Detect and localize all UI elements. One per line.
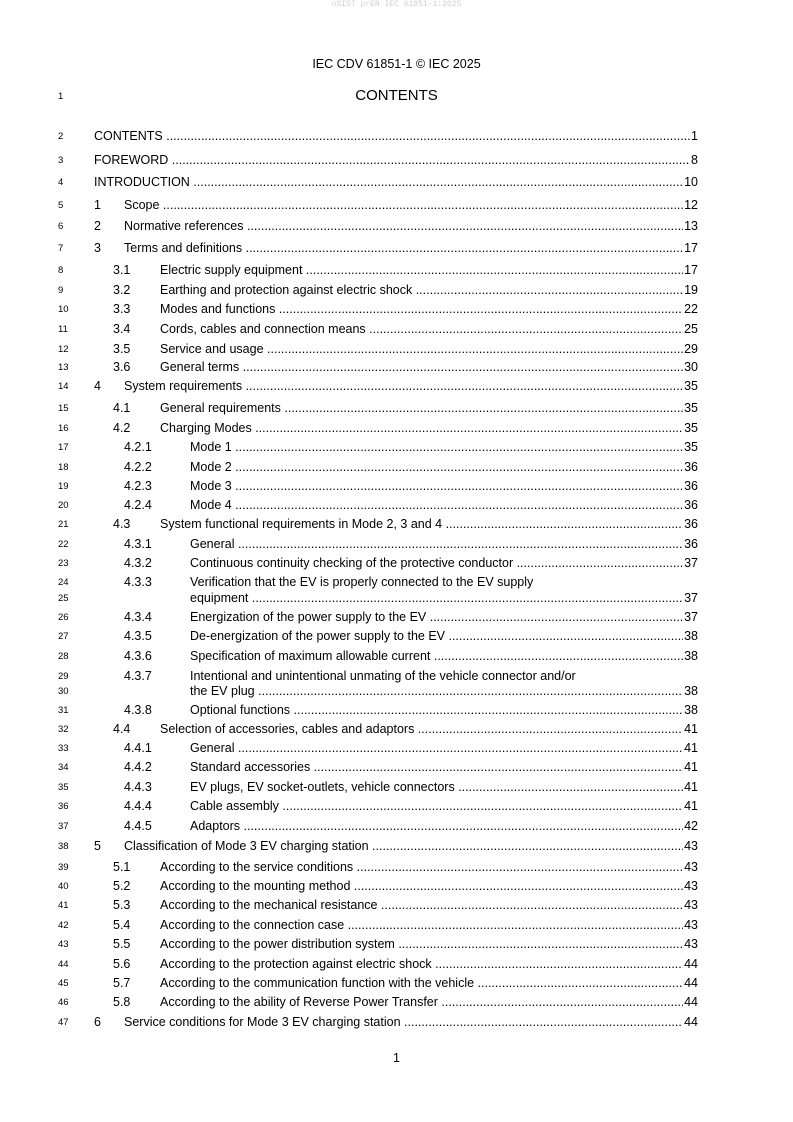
toc-entry-title: General ..... [190,740,683,756]
toc-entry-page: 17 [684,263,698,277]
line-number: 37 [58,821,69,832]
toc-entry-number: 5.7 [113,976,131,990]
toc-entry-title: Scope ..... [124,197,683,213]
toc-entry[interactable] [160,975,698,991]
toc-entry-page: 41 [684,741,698,755]
toc-entry-number: 5.4 [113,918,131,932]
toc-entry[interactable] [160,282,698,298]
line-number: 26 [58,612,69,623]
toc-entry-title[interactable]: Intentional and unintentional unmating of the vehicle connector and/or [190,669,576,683]
toc-entry-title: According to the mounting method ..... [160,878,683,894]
toc-entry-number: 5.5 [113,937,131,951]
toc-entry-page: 43 [684,898,698,912]
toc-entry-title: System functional requirements in Mode 2, 3 and 4 ..... [160,516,683,532]
line-number: 23 [58,558,69,569]
toc-entry-number: 4.3.2 [124,556,152,570]
toc-entry-page: 43 [684,860,698,874]
toc-entry[interactable] [124,1014,698,1030]
line-number: 12 [58,344,69,355]
toc-entry-page: 44 [684,995,698,1009]
toc-entry-page: 35 [684,379,698,393]
line-number: 5 [58,200,64,211]
toc-entry-title: General ..... [190,536,683,552]
toc-entry-title: Energization of the power supply to the EV ..... [190,609,683,625]
toc-entry-title: equipment ..... [190,590,683,606]
toc-entry-title: Earthing and protection against electric shock ..... [160,282,683,298]
line-number: 30 [58,686,69,697]
toc-entry[interactable] [160,262,698,278]
toc-entry[interactable] [190,497,698,513]
toc-entry-page: 41 [684,722,698,736]
toc-entry[interactable] [190,702,698,718]
toc-entry[interactable] [190,439,698,455]
line-number: 35 [58,782,69,793]
toc-entry-page: 37 [684,556,698,570]
toc-entry[interactable] [190,759,698,775]
line-number: 31 [58,705,69,716]
toc-entry[interactable] [160,956,698,972]
line-number: 32 [58,724,69,735]
line-number: 25 [58,593,69,604]
line-number: 14 [58,381,69,392]
toc-entry[interactable] [160,341,698,357]
toc-entry-number: 1 [94,198,101,212]
toc-entry-title: Normative references ..... [124,218,683,234]
toc-entry-title: Mode 4 ..... [190,497,683,513]
line-number: 21 [58,519,69,530]
toc-entry[interactable] [190,628,698,644]
toc-entry-number: 6 [94,1015,101,1029]
toc-entry-page: 44 [684,1015,698,1029]
toc-entry-title: the EV plug ..... [190,683,683,699]
toc-entry-page: 42 [684,819,698,833]
toc-entry-page: 43 [684,937,698,951]
toc-entry-page: 38 [684,629,698,643]
toc-entry-page: 41 [684,760,698,774]
toc-entry-number: 3.5 [113,342,131,356]
toc-entry-page: 1 [691,129,698,143]
line-number: 1 [58,91,64,102]
toc-entry-number: 4 [94,379,101,393]
line-number: 47 [58,1017,69,1028]
toc-entry-number: 4.3.6 [124,649,152,663]
toc-entry[interactable] [190,798,698,814]
line-number: 43 [58,939,69,950]
toc-entry-number: 4.4.4 [124,799,152,813]
line-number: 8 [58,265,64,276]
toc-entry-number: 5.1 [113,860,131,874]
line-number: 17 [58,442,69,453]
toc-entry-number: 4.4 [113,722,131,736]
line-number: 28 [58,651,69,662]
toc-entry-page: 37 [684,591,698,605]
toc-entry-title: Service and usage ..... [160,341,683,357]
line-number: 15 [58,403,69,414]
toc-entry-page: 25 [684,322,698,336]
toc-entry-number: 3.2 [113,283,131,297]
line-number: 11 [58,324,68,335]
document-watermark: oSIST prEN IEC 61851-1:2025 [331,0,462,9]
toc-entry-page: 43 [684,918,698,932]
toc-entry-title: EV plugs, EV socket-outlets, vehicle connectors ..... [190,779,683,795]
toc-entry-number: 4.2.4 [124,498,152,512]
line-number: 40 [58,881,69,892]
line-number: 36 [58,801,69,812]
toc-entry-title: General requirements ..... [160,400,683,416]
toc-entry-page: 36 [684,498,698,512]
toc-entry[interactable] [190,818,698,834]
toc-entry[interactable] [160,859,698,875]
toc-entry-title: Specification of maximum allowable current ..... [190,648,683,664]
toc-entry-page: 35 [684,421,698,435]
line-number: 6 [58,221,64,232]
toc-entry-page: 8 [691,153,698,167]
toc-entry[interactable] [124,838,698,854]
toc-entry-title: General terms ..... [160,359,683,375]
toc-entry[interactable] [190,740,698,756]
toc-entry-number: 4.4.5 [124,819,152,833]
toc-entry[interactable] [190,683,698,699]
toc-entry-page: 17 [684,241,698,255]
toc-entry-number: 4.3.1 [124,537,152,551]
toc-entry-title: INTRODUCTION ..... [94,174,683,190]
toc-entry-number: 4.3.5 [124,629,152,643]
toc-entry-page: 13 [684,219,698,233]
line-number: 45 [58,978,69,989]
toc-entry[interactable] [160,301,698,317]
toc-entry[interactable] [124,197,698,213]
toc-entry-number: 4.3 [113,517,131,531]
toc-entry-title: According to the ability of Reverse Power Transfer ..... [160,994,683,1010]
toc-entry[interactable] [190,609,698,625]
toc-entry-page: 37 [684,610,698,624]
toc-entry-number: 4.4.2 [124,760,152,774]
toc-entry-title: Mode 3 ..... [190,478,683,494]
toc-entry-title: Modes and functions ..... [160,301,683,317]
line-number: 42 [58,920,69,931]
toc-entry[interactable] [160,917,698,933]
toc-entry-number: 4.2 [113,421,131,435]
toc-entry-number: 3.4 [113,322,131,336]
toc-entry-number: 5.8 [113,995,131,1009]
toc-entry-title: Terms and definitions ..... [124,240,683,256]
line-number: 2 [58,131,64,142]
toc-entry-number: 5 [94,839,101,853]
toc-entry-number: 4.3.4 [124,610,152,624]
toc-entry-title: According to the protection against electric shock ..... [160,956,683,972]
line-number: 13 [58,362,69,373]
page-number: 1 [393,1051,400,1065]
toc-entry[interactable] [160,936,698,952]
toc-entry-number: 4.4.1 [124,741,152,755]
toc-entry[interactable] [94,152,698,168]
toc-entry-title: According to the service conditions ..... [160,859,683,875]
toc-entry-number: 5.3 [113,898,131,912]
toc-entry-title: According to the communication function with the vehicle ..... [160,975,683,991]
toc-entry[interactable] [160,897,698,913]
toc-entry-number: 4.1 [113,401,131,415]
toc-entry-number: 3.1 [113,263,131,277]
toc-entry-title: CONTENTS ..... [94,128,690,144]
toc-entry-page: 41 [684,780,698,794]
toc-entry-page: 36 [684,517,698,531]
toc-entry[interactable] [190,590,698,606]
toc-entry[interactable] [190,779,698,795]
toc-entry-page: 44 [684,957,698,971]
toc-entry[interactable] [124,378,698,394]
line-number: 41 [58,900,69,911]
toc-entry[interactable] [94,128,698,144]
line-number: 27 [58,631,69,642]
toc-entry-page: 30 [684,360,698,374]
toc-entry-number: 5.2 [113,879,131,893]
toc-entry[interactable] [124,240,698,256]
toc-entry-page: 38 [684,703,698,717]
toc-entry-page: 22 [684,302,698,316]
toc-entry-title: Mode 1 ..... [190,439,683,455]
toc-entry-title: According to the connection case ..... [160,917,683,933]
toc-entry-page: 36 [684,537,698,551]
toc-entry-title: FOREWORD ..... [94,152,690,168]
line-number: 18 [58,462,69,473]
toc-entry-number: 4.2.2 [124,460,152,474]
toc-entry-title: Classification of Mode 3 EV charging station ..... [124,838,683,854]
toc-entry[interactable] [160,321,698,337]
toc-entry-title: Electric supply equipment ..... [160,262,683,278]
toc-entry-page: 38 [684,649,698,663]
toc-entry-page: 35 [684,440,698,454]
toc-entry[interactable] [160,721,698,737]
toc-entry-number: 5.6 [113,957,131,971]
toc-entry-title: According to the mechanical resistance ..... [160,897,683,913]
toc-entry-number: 4.3.8 [124,703,152,717]
toc-entry-page: 36 [684,460,698,474]
toc-entry[interactable] [124,218,698,234]
line-number: 9 [58,285,64,296]
toc-entry-page: 10 [684,175,698,189]
toc-entry[interactable] [190,459,698,475]
toc-entry[interactable] [160,994,698,1010]
line-number: 20 [58,500,69,511]
toc-entry-page: 19 [684,283,698,297]
toc-entry-page: 12 [684,198,698,212]
toc-entry-title: Continuous continuity checking of the protective conductor ..... [190,555,683,571]
toc-entry-number: 3.3 [113,302,131,316]
toc-entry-title: Optional functions ..... [190,702,683,718]
toc-entry-page: 43 [684,839,698,853]
line-number: 16 [58,423,69,434]
toc-entry-page: 36 [684,479,698,493]
toc-entry[interactable] [190,536,698,552]
toc-entry-number: 4.3.3 [124,575,152,589]
toc-entry-number: 4.2.3 [124,479,152,493]
toc-entry-title: Cable assembly ..... [190,798,683,814]
toc-entry-number: 4.4.3 [124,780,152,794]
line-number: 4 [58,177,64,188]
toc-entry-page: 44 [684,976,698,990]
line-number: 19 [58,481,69,492]
toc-entry-number: 2 [94,219,101,233]
toc-entry-title: Service conditions for Mode 3 EV charging station ..... [124,1014,683,1030]
page-title: CONTENTS [355,87,438,104]
toc-entry-title[interactable]: Verification that the EV is properly connected to the EV supply [190,575,534,589]
toc-entry-title: Cords, cables and connection means ..... [160,321,683,337]
toc-entry-title: Standard accessories ..... [190,759,683,775]
toc-entry-page: 41 [684,799,698,813]
line-number: 34 [58,762,69,773]
toc-entry[interactable] [94,174,698,190]
page-header: IEC CDV 61851-1 © IEC 2025 [312,57,481,71]
toc-entry-number: 4.3.7 [124,669,152,683]
toc-entry[interactable] [160,359,698,375]
toc-entry[interactable] [160,400,698,416]
toc-entry-number: 4.2.1 [124,440,152,454]
toc-entry-page: 38 [684,684,698,698]
line-number: 24 [58,577,69,588]
toc-entry[interactable] [160,878,698,894]
line-number: 39 [58,862,69,873]
toc-entry-page: 43 [684,879,698,893]
toc-entry-title: Charging Modes ..... [160,420,683,436]
toc-entry[interactable] [190,555,698,571]
line-number: 7 [58,243,64,254]
toc-entry[interactable] [190,648,698,664]
line-number: 3 [58,155,64,166]
toc-entry-page: 29 [684,342,698,356]
toc-entry-title: System requirements ..... [124,378,683,394]
toc-entry[interactable] [160,516,698,532]
line-number: 29 [58,671,69,682]
toc-entry-page: 35 [684,401,698,415]
toc-entry-title: De-energization of the power supply to the EV ..... [190,628,683,644]
toc-entry-title: According to the power distribution system ..... [160,936,683,952]
line-number: 33 [58,743,69,754]
line-number: 22 [58,539,69,550]
toc-entry[interactable] [190,478,698,494]
toc-entry-title: Selection of accessories, cables and adaptors ..... [160,721,683,737]
line-number: 44 [58,959,69,970]
toc-entry-number: 3.6 [113,360,131,374]
toc-entry-title: Adaptors ..... [190,818,683,834]
line-number: 38 [58,841,69,852]
toc-entry-title: Mode 2 ..... [190,459,683,475]
toc-entry[interactable] [160,420,698,436]
line-number: 10 [58,304,69,315]
toc-entry-number: 3 [94,241,101,255]
line-number: 46 [58,997,69,1008]
